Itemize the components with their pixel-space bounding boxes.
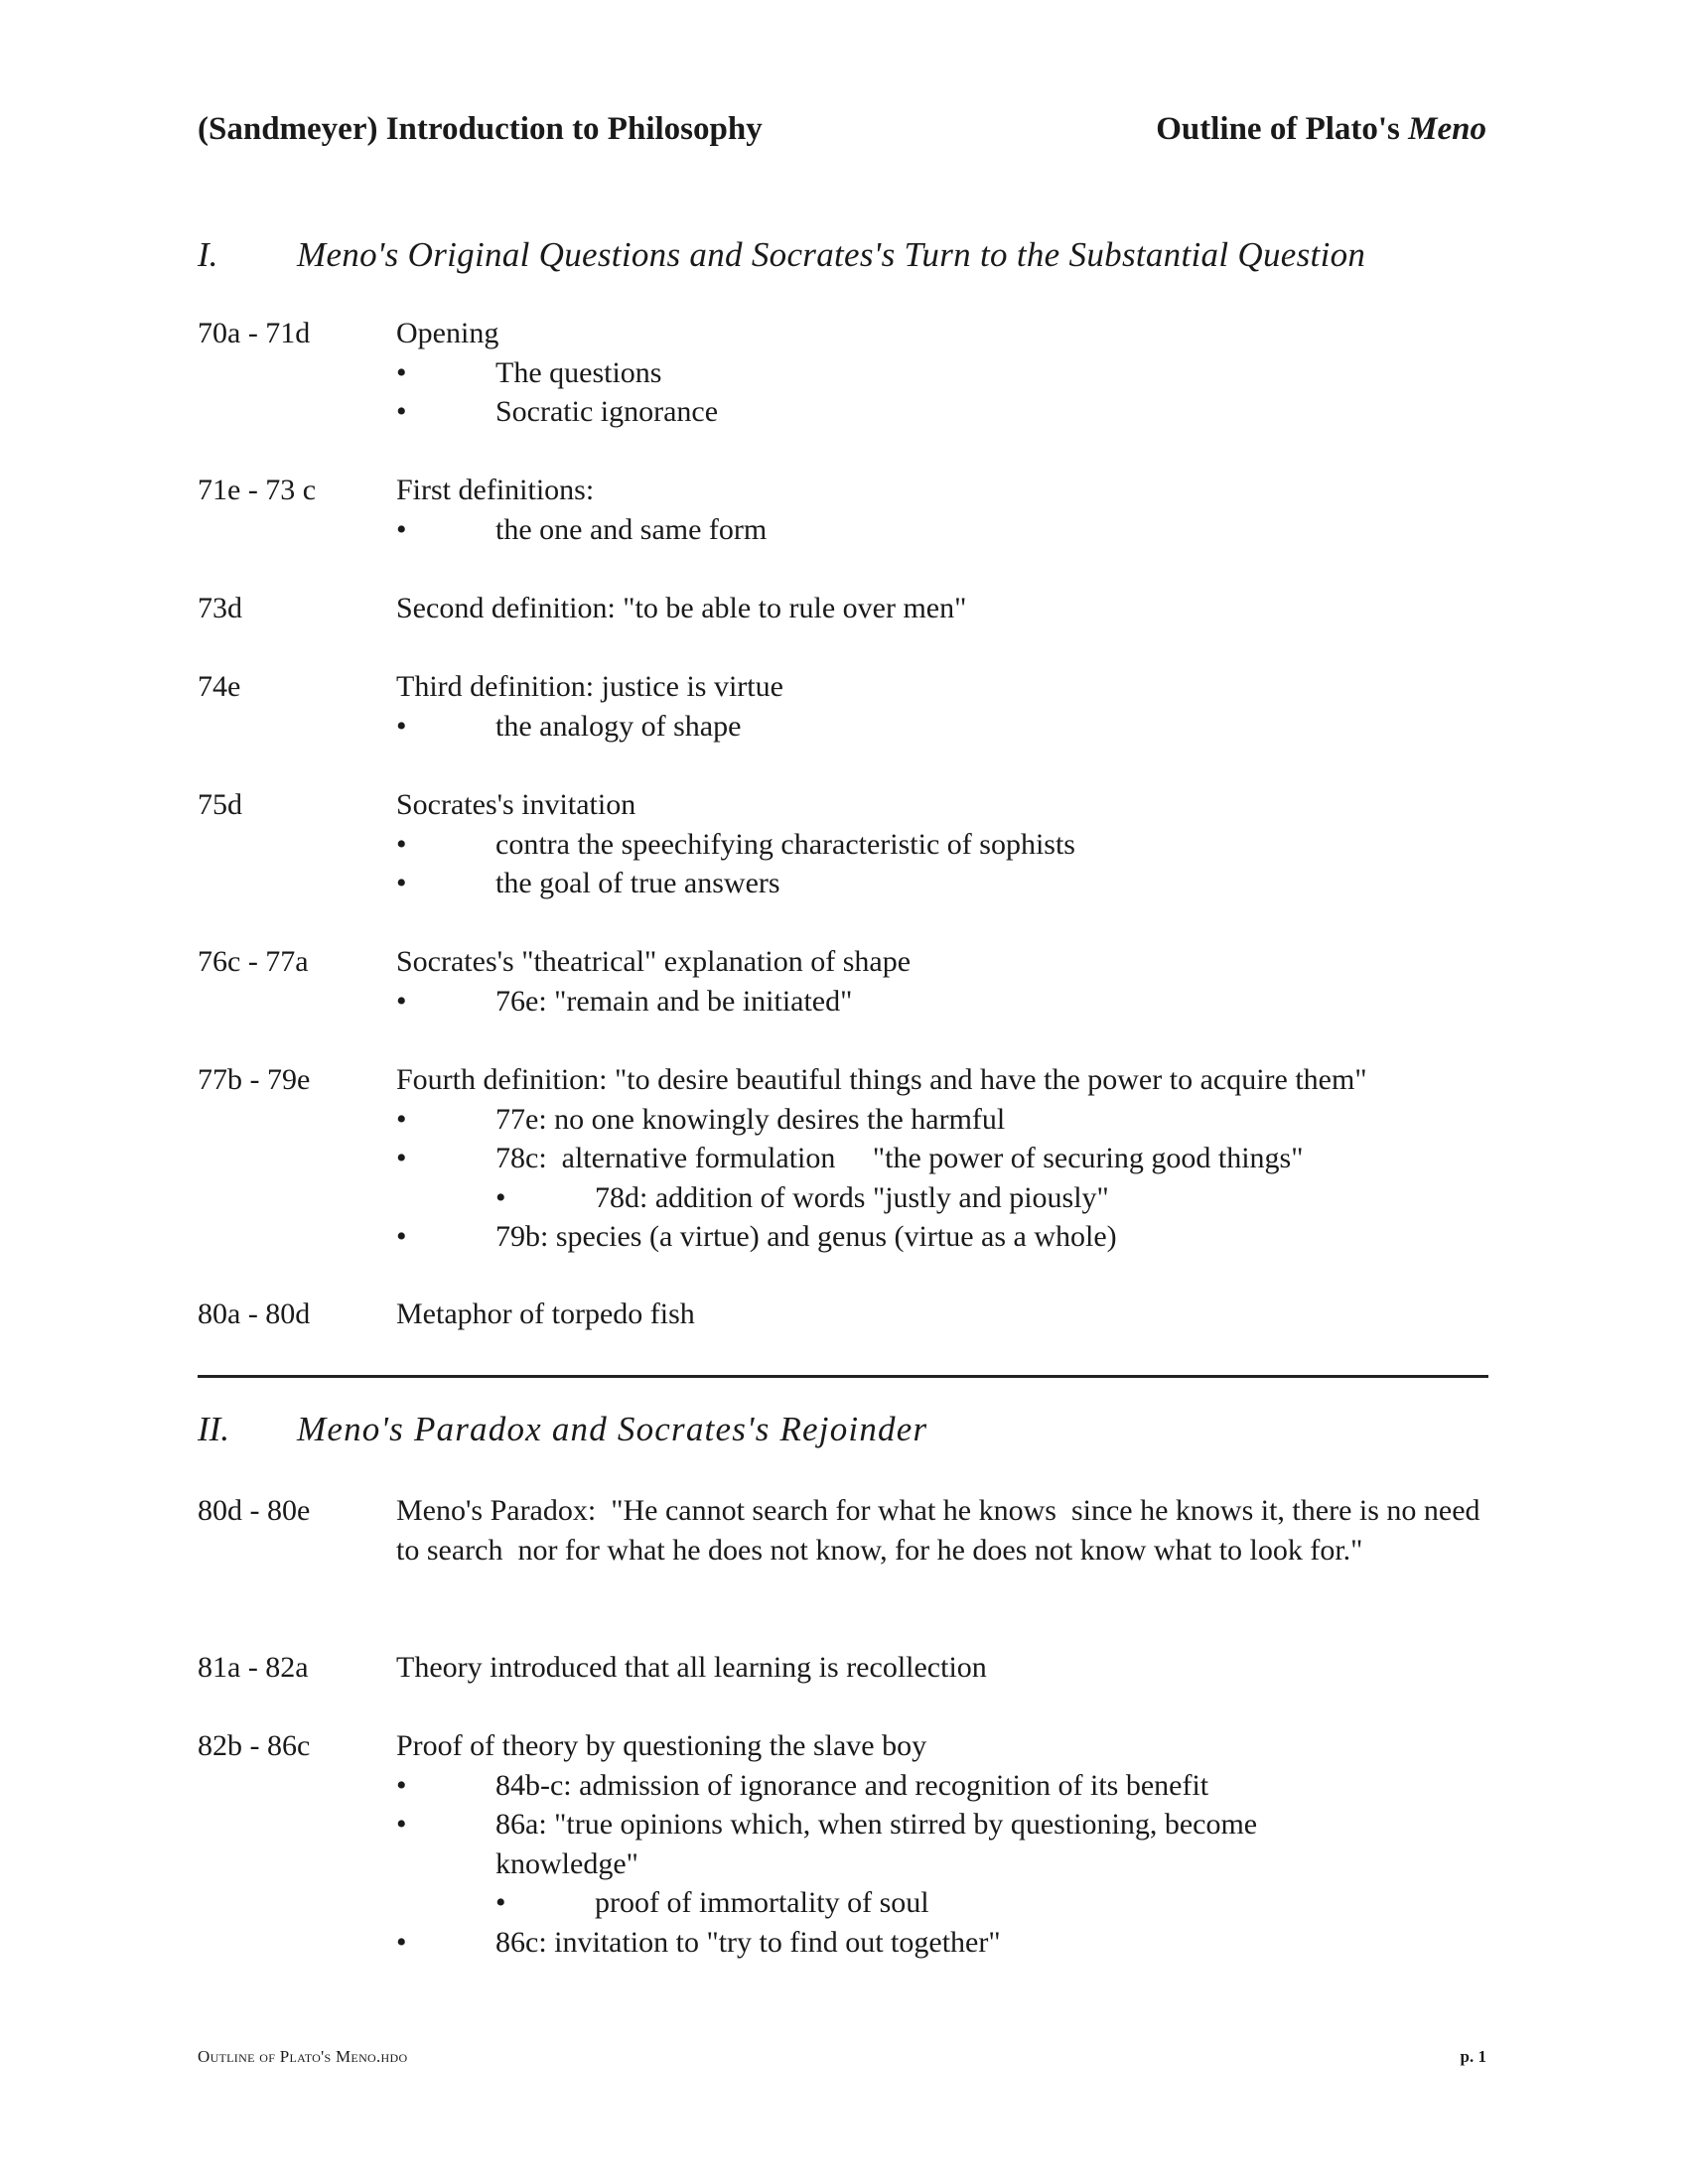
section-title: Meno's Original Questions and Socrates's Turn to the Substantial Question <box>297 235 1366 274</box>
passage-reference: 71e - 73 c <box>198 474 317 506</box>
entry-heading: Third definition: justice is virtue <box>396 670 783 703</box>
entry-heading: Socrates's "theatrical" explanation of shape <box>396 945 912 978</box>
entry-heading: First definitions: <box>396 474 595 506</box>
page-header <box>198 111 1486 161</box>
bullet-icon: • <box>396 355 407 389</box>
outline-entry <box>198 314 1488 432</box>
bullet-icon: • <box>396 1768 407 1802</box>
bullet-icon: • <box>396 1808 407 1841</box>
bullet-item <box>396 864 1488 903</box>
bullet-text: the goal of true answers <box>495 867 780 899</box>
page-number: p. 1 <box>1460 2047 1486 2066</box>
bullet-text: contra the speechifying characteristic of sophists <box>495 827 1075 861</box>
passage-reference: 80d - 80e <box>198 1494 311 1527</box>
bullet-icon: • <box>396 1220 407 1253</box>
outline-entry <box>198 1648 1488 1688</box>
bullet-icon: • <box>495 1886 506 1919</box>
sub-bullet-item <box>396 1178 1488 1218</box>
entry-heading: Second definition: "to be able to rule over men" <box>396 592 967 624</box>
entry-heading: Fourth definition: "to desire beautiful things and have the power to acquire them" <box>396 1063 1367 1096</box>
entry-heading: Socrates's invitation <box>396 788 636 821</box>
bullet-icon: • <box>396 1102 407 1136</box>
bullet-text: The questions <box>495 355 662 389</box>
bullet-text: 84b-c: admission of ignorance and recognition of its benefit <box>495 1768 1209 1802</box>
bullet-item <box>396 1766 1488 1806</box>
entry-heading: Metaphor of torpedo fish <box>396 1297 695 1330</box>
bullet-item <box>396 392 1488 432</box>
passage-reference: 77b - 79e <box>198 1063 311 1096</box>
bullet-icon: • <box>396 984 407 1018</box>
entry-heading: Opening <box>396 317 499 349</box>
document-title-prefix: Outline of Plato's <box>1156 111 1409 147</box>
bullet-item <box>396 1805 1488 1883</box>
bullet-text: 86a: "true opinions which, when stirred by questioning, become knowledge" <box>495 1808 1258 1880</box>
bullet-text: the analogy of shape <box>495 709 742 743</box>
bullet-item <box>396 825 1488 865</box>
bullet-text: 78d: addition of words "justly and piously" <box>595 1180 1109 1214</box>
bullet-item <box>396 1139 1488 1178</box>
outline-entry <box>198 1295 1488 1334</box>
bullet-icon: • <box>396 512 407 546</box>
outline-entry <box>198 785 1488 903</box>
bullet-icon: • <box>396 867 407 899</box>
bullet-item <box>396 1100 1488 1140</box>
footer-filename: Outline of Plato's Meno.hdo <box>198 2047 408 2066</box>
bullet-text: 86c: invitation to "try to find out together" <box>495 1925 1001 1959</box>
bullet-item <box>396 1217 1488 1257</box>
bullet-text: 78c: alternative formulation "the power of securing good things" <box>495 1142 1304 1174</box>
passage-reference: 74e <box>198 670 241 703</box>
entry-heading: Meno's Paradox: "He cannot search for what he knows since he knows it, there is no need to search nor for what he does not know, for he does not know what to look for." <box>396 1494 1488 1567</box>
section-numeral: II. <box>198 1410 230 1448</box>
bullet-icon: • <box>396 395 407 428</box>
page-footer <box>198 2047 1486 2073</box>
passage-reference: 75d <box>198 788 242 821</box>
bullet-text: Socratic ignorance <box>495 395 719 428</box>
outline-entry <box>198 942 1488 1021</box>
bullet-text: 77e: no one knowingly desires the harmful <box>495 1102 1006 1136</box>
entry-heading: Theory introduced that all learning is recollection <box>396 1651 987 1684</box>
bullet-text: the one and same form <box>495 512 768 546</box>
passage-reference: 76c - 77a <box>198 945 309 978</box>
bullet-icon: • <box>396 1142 407 1174</box>
outline-entry <box>198 1726 1488 1962</box>
bullet-text: proof of immortality of soul <box>595 1886 929 1919</box>
sub-bullet-item <box>396 1883 1488 1923</box>
outline-entry <box>198 471 1488 549</box>
passage-reference: 80a - 80d <box>198 1297 311 1330</box>
section-divider <box>198 1375 1488 1378</box>
outline-entry <box>198 589 1488 628</box>
outline-entry <box>198 1060 1488 1257</box>
bullet-item <box>396 353 1488 393</box>
bullet-item <box>396 707 1488 747</box>
outline-entry <box>198 667 1488 746</box>
passage-reference: 82b - 86c <box>198 1729 311 1762</box>
entry-heading: Proof of theory by questioning the slave boy <box>396 1729 927 1762</box>
bullet-icon: • <box>495 1180 506 1214</box>
section-numeral: I. <box>198 235 218 274</box>
bullet-item <box>396 510 1488 550</box>
section-title: Meno's Paradox and Socrates's Rejoinder <box>297 1410 928 1448</box>
passage-reference: 81a - 82a <box>198 1651 309 1684</box>
bullet-icon: • <box>396 827 407 861</box>
bullet-item <box>396 1923 1488 1963</box>
bullet-text: 79b: species (a virtue) and genus (virtue as a whole) <box>495 1220 1117 1253</box>
passage-reference: 70a - 71d <box>198 317 311 349</box>
bullet-icon: • <box>396 1925 407 1959</box>
course-title: (Sandmeyer) Introduction to Philosophy <box>198 111 763 147</box>
bullet-text: 76e: "remain and be initiated" <box>495 984 853 1018</box>
document-title <box>1156 111 1486 148</box>
bullet-icon: • <box>396 709 407 743</box>
passage-reference: 73d <box>198 592 242 624</box>
bullet-item <box>396 982 1488 1022</box>
document-title-work: Meno <box>1408 111 1486 147</box>
outline-entry <box>198 1491 1488 1570</box>
